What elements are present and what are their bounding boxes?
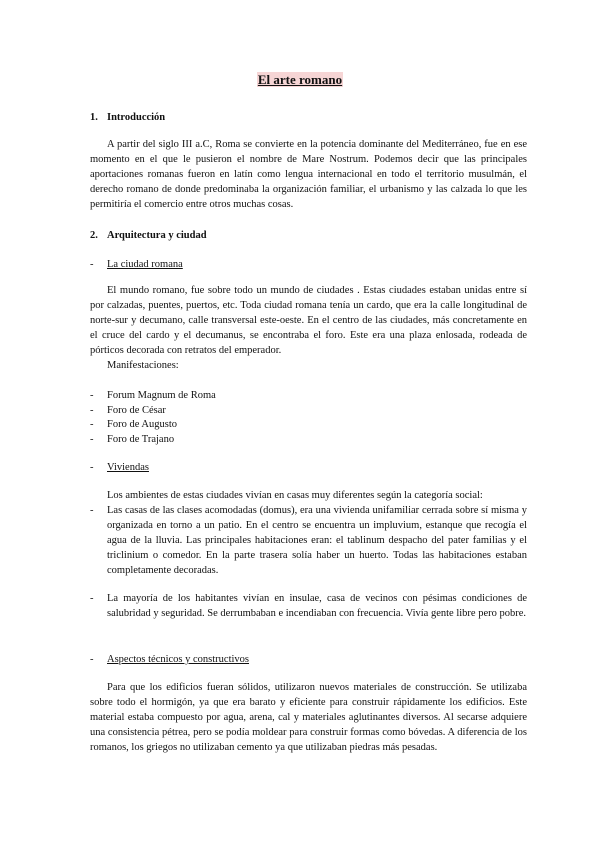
manifestaciones-list [90, 388, 216, 446]
list-item: - Foro de Trajano [90, 432, 216, 447]
subsection-heading-viviendas: - Viviendas [90, 462, 149, 473]
subsection-heading-ciudad: - La ciudad romana [90, 259, 183, 270]
intro-paragraph: A partir del siglo III a.C, Roma se convierte en la potencia dominante del Mediterráneo, fue en ese momento en el que le pusieron el nombre de Mare Nostrum. Podemos decir que las principales aportaciones romanas fueron en latín como lengua internacional en todo el territorio musulmán, el derecho romano de donde predominaba la organización familiar, el urbanismo y las calzada lo que les permitiría el comercio entre otros muchas cosas. [90, 139, 527, 210]
list-item: - Forum Magnum de Roma [90, 388, 216, 403]
section-heading-introduccion: 1. Introducción [90, 112, 166, 123]
viviendas-intro: Los ambientes de estas ciudades vivían en casas muy diferentes según la categoría social: [107, 490, 483, 501]
document-title: El arte romano [257, 72, 343, 87]
subsection-heading-aspectos: - Aspectos técnicos y constructivos [90, 654, 250, 665]
ciudad-paragraph: El mundo romano, fue sobre todo un mundo de ciudades . Estas ciudades estaban unidas entre sí por calzadas, puentes, puertos, etc. Toda ciudad romana tenía un cardo, que era la calle longitudinal de norte-sur y decumano, calle transversal este-oeste. En el centro de las ciudades, más concretamente en el cruce del cardo y el decumanus, se encontraba el foro. Este era una plaza enlosada, rodeada de pórticos decorada con retratos del emperador. [90, 285, 527, 356]
section-heading-arquitectura: 2. Arquitectura y ciudad [90, 230, 207, 241]
viviendas-item-insulae: - La mayoría de los habitantes vivían en insulae, casa de vecinos con pésimas condiciones de salubridad y seguridad. Se derrumbaban e incendiaban con frecuencia. Vivía gente libre pero pobre. [90, 593, 527, 619]
manifestaciones-label: Manifestaciones: [107, 360, 179, 371]
list-item: - Foro de Augusto [90, 417, 216, 432]
viviendas-item-domus: - Las casas de las clases acomodadas (domus), era una vivienda unifamiliar cerrada sobre sí misma y organizada en torno a un patio. En el centro se encuentra un impluvium, estanque que recogía el agua de la lluvia. Las principales habitaciones eran: el tablinum despacho del pater familias y el triclinium o comedor. En la parte trasera solía haber un huerto. Todas las habitaciones estaban completamente decoradas. [90, 505, 527, 576]
list-item: - Foro de César [90, 403, 216, 418]
aspectos-paragraph: Para que los edificios fueran sólidos, utilizaron nuevos materiales de construcción. Se utilizaba sobre todo el hormigón, ya que era barato y eficiente para construir rápidamente los edificios. Este material estaba compuesto por agua, arena, cal y materiales aglutinantes diversos. Al secarse adquiere una consistencia pétrea, pero se podía moldear para construir formas como bóvedas. A diferencia de los romanos, los griegos no utilizaban cemento ya que utilizaban piedras más pesadas. [90, 682, 527, 753]
